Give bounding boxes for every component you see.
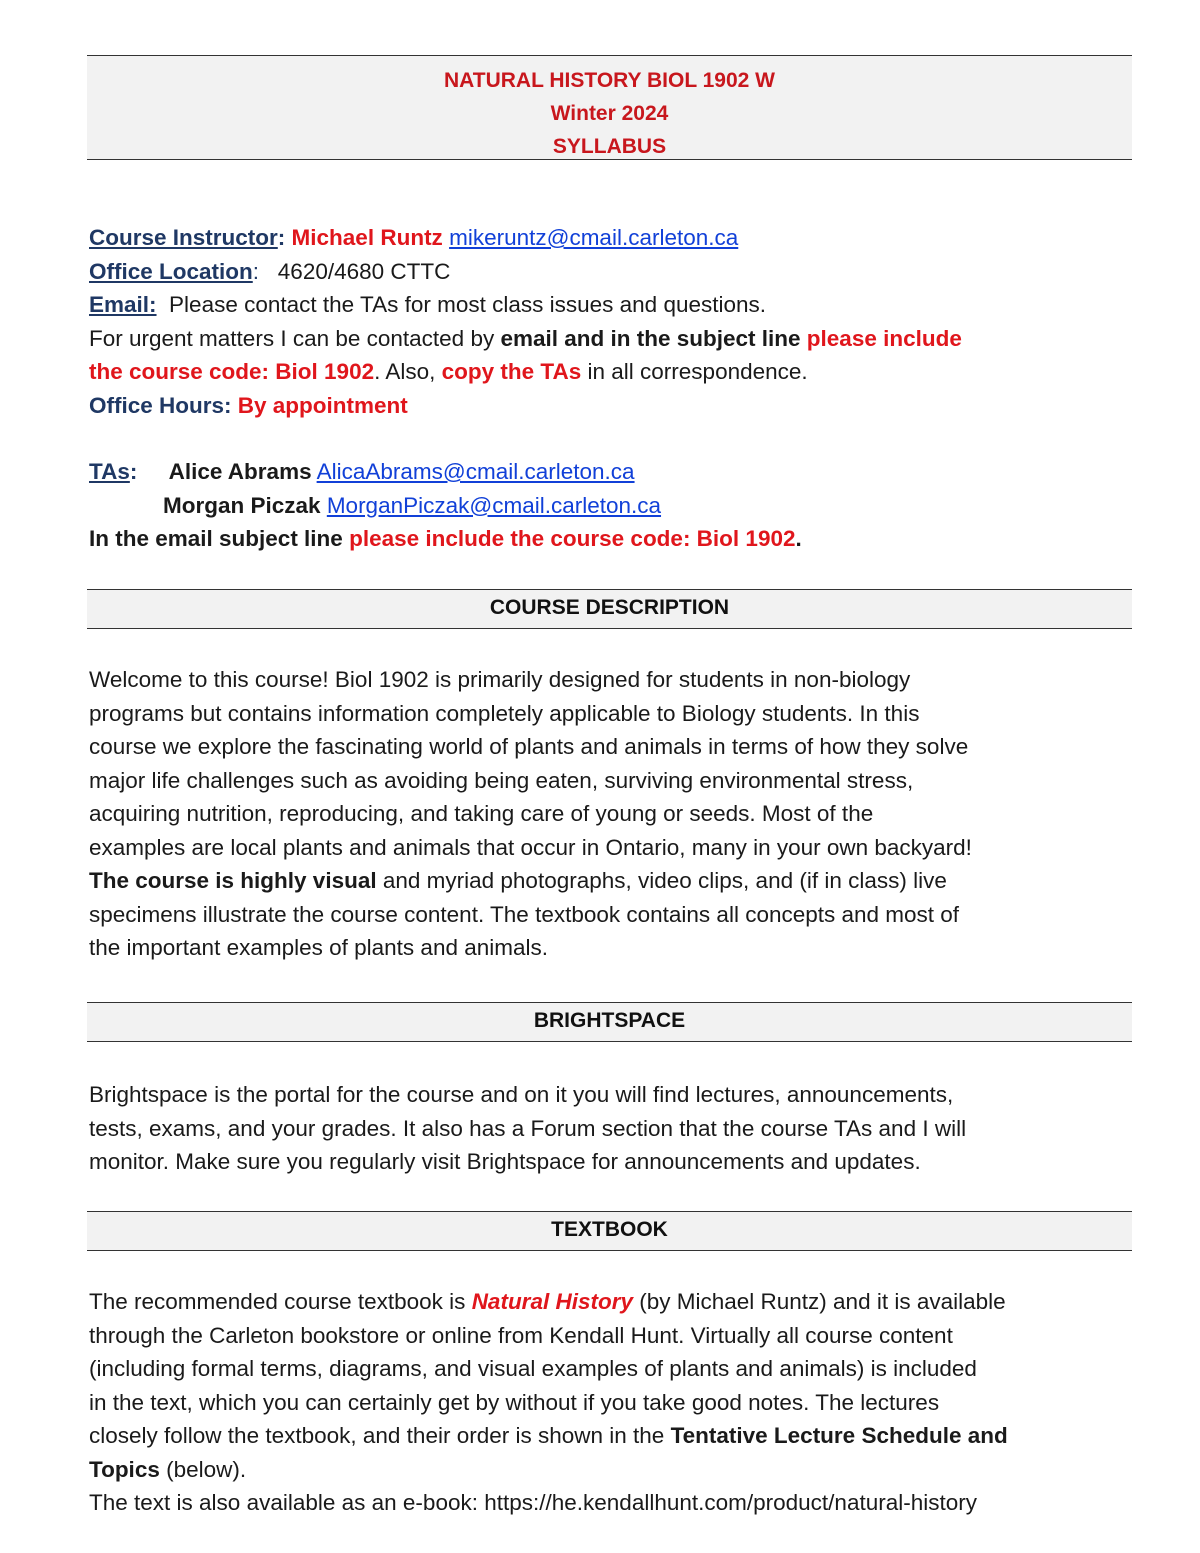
urgent-line-2: the course code: Biol 1902. Also, copy the TAs in all correspondence. [89, 359, 808, 384]
ebook-line: The text is also available as an e-book: https://he.kendallhunt.com/product/natural-history [89, 1490, 977, 1515]
course-description-heading: COURSE DESCRIPTION [87, 589, 1132, 629]
paragraph-line: the important examples of plants and animals. [89, 935, 548, 960]
tas-label: TAs [89, 459, 130, 484]
office-hours-value: By appointment [237, 392, 408, 418]
paragraph-line: course we explore the fascinating world of plants and animals in terms of how they solve [89, 734, 969, 759]
course-description-body [89, 663, 1134, 965]
paragraph-line: Topics (below). [89, 1456, 247, 1482]
syllabus-title-box [87, 55, 1132, 160]
textbook-body [89, 1285, 1134, 1520]
instructor-email-link[interactable]: mikeruntz@cmail.carleton.ca [449, 225, 739, 250]
course-title: NATURAL HISTORY BIOL 1902 W [443, 69, 775, 92]
office-hours-line [89, 389, 1134, 423]
ta-line-1: TAs: Alice Abrams AlicaAbrams@cmail.carleton.ca [89, 459, 635, 484]
document-type: SYLLABUS [552, 135, 667, 158]
paragraph-line: through the Carleton bookstore or online from Kendall Hunt. Virtually all course content [89, 1322, 953, 1348]
paragraph-line: monitor. Make sure you regularly visit Brightspace for announcements and updates. [89, 1149, 921, 1174]
brightspace-heading: BRIGHTSPACE [87, 1002, 1132, 1042]
paragraph-line: Brightspace is the portal for the course and on it you will find lectures, announcements, [89, 1082, 954, 1107]
urgent-line-1: For urgent matters I can be contacted by email and in the subject line please include [89, 325, 962, 351]
ta1-email-link[interactable]: AlicaAbrams@cmail.carleton.ca [316, 459, 635, 484]
office-hours-label: Office Hours: [89, 392, 232, 418]
ta2-email-link[interactable]: MorganPiczak@cmail.carleton.ca [326, 492, 662, 518]
brightspace-body [89, 1078, 1134, 1179]
instructor-block [89, 221, 1134, 422]
instructor-name: Michael Runtz [291, 225, 443, 250]
paragraph-line: Welcome to this course! Biol 1902 is primarily designed for students in non-biology [89, 667, 911, 692]
email-line [89, 288, 1134, 322]
paragraph-line: specimens illustrate the course content. The textbook contains all concepts and most of [89, 901, 960, 927]
office-location-label: Office Location [89, 258, 253, 284]
paragraph-line: The recommended course textbook is Natural History (by Michael Runtz) and it is available [89, 1289, 1006, 1314]
office-location-line: Office Location: 4620/4680 CTTC [89, 258, 451, 284]
instructor-line: Course Instructor: Michael Runtz mikeruntz@cmail.carleton.ca [89, 225, 739, 250]
paragraph-line: (including formal terms, diagrams, and visual examples of plants and animals) is included [89, 1356, 977, 1381]
ta-line-2 [89, 489, 1134, 523]
paragraph-line: tests, exams, and your grades. It also has a Forum section that the course TAs and I will [89, 1115, 967, 1141]
ta-email-note: In the email subject line please include the course code: Biol 1902. [89, 526, 802, 551]
tas-block [89, 455, 1134, 556]
instructor-label: Course Instructor [89, 225, 278, 250]
ta1-name: Alice Abrams [168, 459, 312, 484]
paragraph-line: The course is highly visual and myriad photographs, video clips, and (if in class) live [89, 868, 947, 893]
term: Winter 2024 [550, 102, 669, 125]
textbook-title: Natural History [471, 1289, 633, 1314]
paragraph-line: closely follow the textbook, and their order is shown in the Tentative Lecture Schedule and [89, 1423, 1008, 1448]
paragraph-line: major life challenges such as avoiding being eaten, surviving environmental stress, [89, 767, 914, 793]
ta2-name: Morgan Piczak [163, 492, 321, 518]
office-location-value: 4620/4680 CTTC [277, 258, 451, 284]
paragraph-line: examples are local plants and animals that occur in Ontario, many in your own backyard! [89, 834, 972, 860]
textbook-heading: TEXTBOOK [87, 1211, 1132, 1251]
paragraph-line: programs but contains information completely applicable to Biology students. In this [89, 700, 920, 726]
email-instructions: Please contact the TAs for most class issues and questions. [169, 292, 767, 317]
email-label: Email: [89, 292, 157, 317]
paragraph-line: in the text, which you can certainly get by without if you take good notes. The lectures [89, 1389, 940, 1415]
paragraph-line: acquiring nutrition, reproducing, and taking care of young or seeds. Most of the [89, 801, 874, 826]
